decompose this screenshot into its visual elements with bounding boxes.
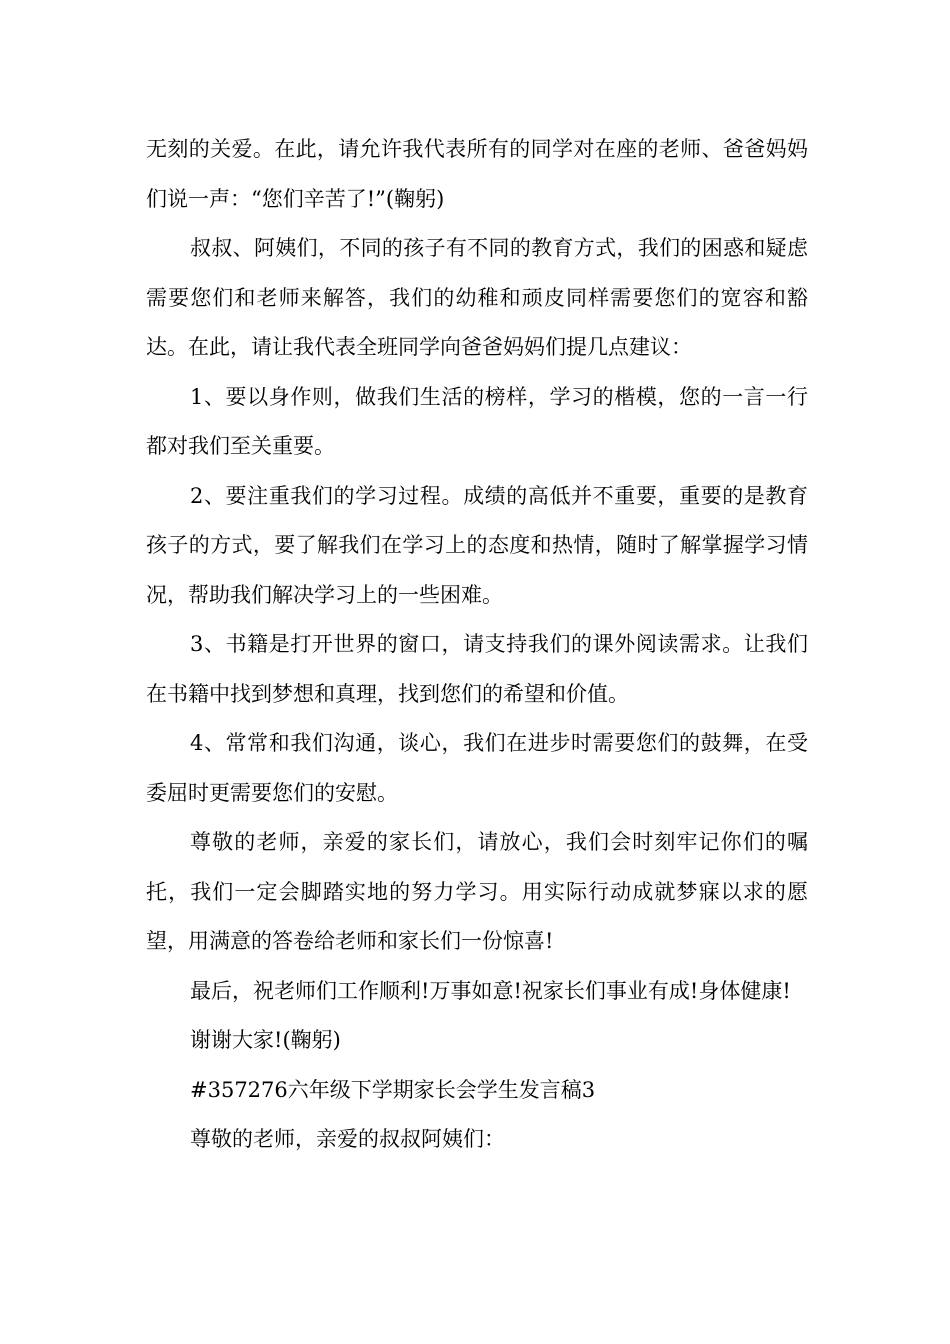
document-body [146, 125, 808, 1165]
paragraph-suggestion-2: 2、要注重我们的学习过程。成绩的高低并不重要，重要的是教育孩子的方式，要了解我们在学习上的态度和热情，随时了解掌握学习情况，帮助我们解决学习上的一些困难。 [146, 483, 808, 607]
paragraph-salutation: 尊敬的老师，亲爱的叔叔阿姨们： [190, 1127, 505, 1151]
paragraph-address-parents: 叔叔、阿姨们，不同的孩子有不同的教育方式，我们的困惑和疑虑需要您们和老师来解答，我们的幼稚和顽皮同样需要您们的宽容和豁达。在此，请让我代表全班同学向爸爸妈妈们提几点建议： [146, 236, 808, 359]
paragraph-promise: 尊敬的老师，亲爱的家长们，请放心，我们会时刻牢记你们的嘱托，我们一定会脚踏实地的努力学习。用实际行动成就梦寐以求的愿望，用满意的答卷给老师和家长们一份惊喜! [146, 830, 808, 953]
paragraph-suggestion-4: 4、常常和我们沟通，谈心，我们在进步时需要您们的鼓舞，在受委屈时更需要您们的安慰。 [146, 731, 808, 805]
paragraph-wishes: 最后，祝老师们工作顺利!万事如意!祝家长们事业有成!身体健康! [190, 978, 791, 1003]
paragraph-suggestion-3: 3、书籍是打开世界的窗口，请支持我们的课外阅读需求。让我们在书籍中找到梦想和真理，找到您们的希望和价值。 [146, 632, 808, 706]
paragraph-suggestion-1: 1、要以身作则，做我们生活的榜样，学习的楷模，您的一言一行都对我们至关重要。 [146, 384, 808, 458]
paragraph-continuation: 无刻的关爱。在此，请允许我代表所有的同学对在座的老师、爸爸妈妈们说一声：“您们辛苦了!”(鞠躬) [146, 137, 808, 211]
paragraph-thanks: 谢谢大家!(鞠躬) [190, 1028, 341, 1052]
section-heading: #357276六年级下学期家长会学生发言稿3 [190, 1077, 596, 1102]
